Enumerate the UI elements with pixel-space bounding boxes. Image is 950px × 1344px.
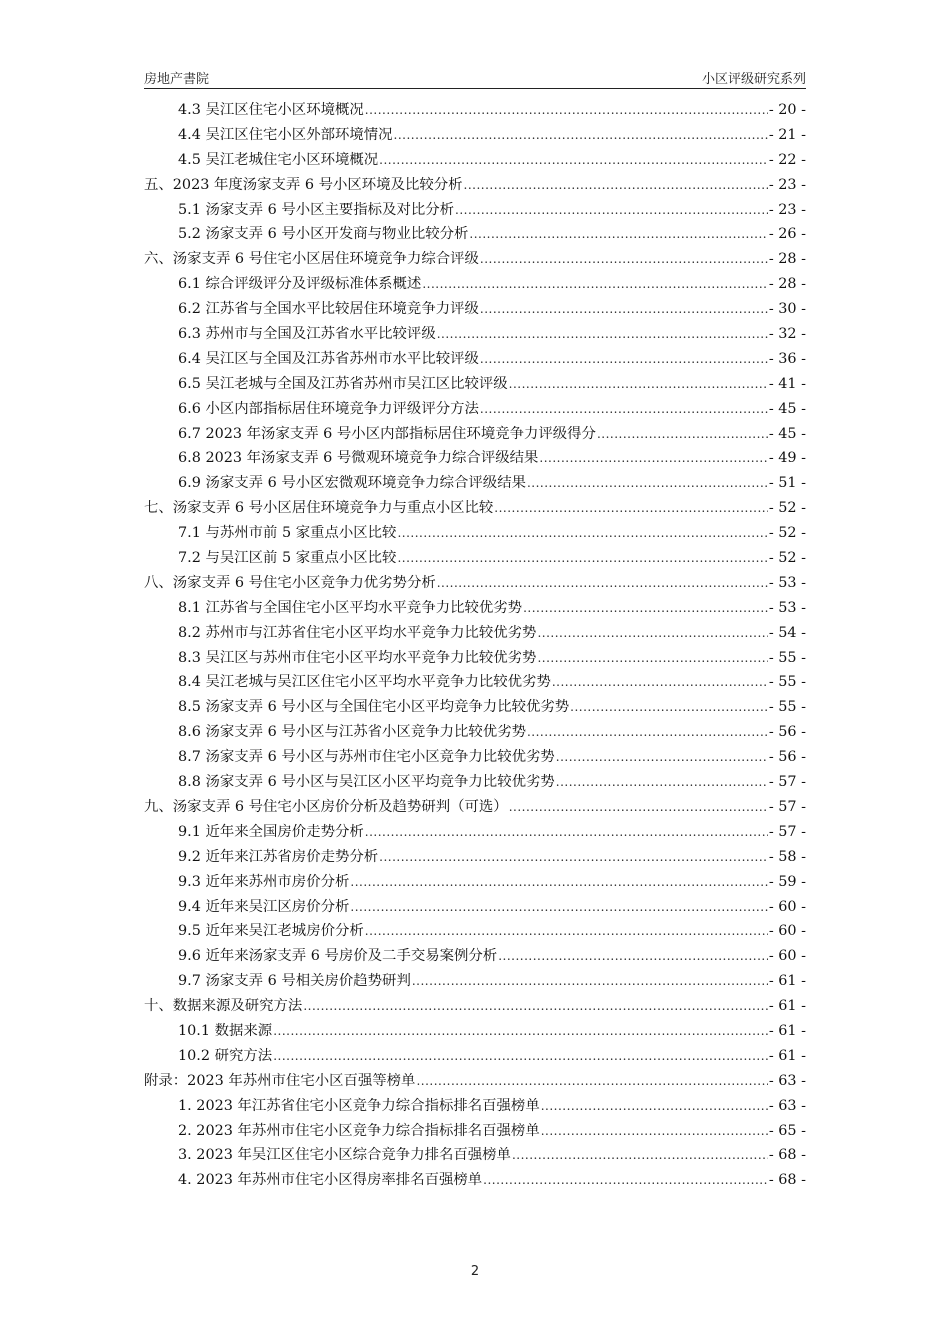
toc-section-entry[interactable] — [144, 770, 806, 795]
toc-section-entry[interactable] — [144, 870, 806, 895]
toc-entry-page: - 55 - — [768, 649, 806, 666]
toc-entry-page: - 53 - — [768, 599, 806, 616]
toc-entry-title: 5.2 汤家支弄 6 号小区开发商与物业比较分析 — [178, 226, 469, 243]
toc-entry-title: 8.3 吴江区与苏州市住宅小区平均水平竞争力比较优劣势 — [178, 649, 537, 666]
toc-entry-title: 六、汤家支弄 6 号住宅小区居住环境竞争力综合评级 — [144, 251, 479, 268]
toc-entry-page: - 55 - — [768, 699, 806, 716]
toc-entry-page: - 57 - — [768, 774, 806, 791]
toc-dot-leader — [397, 521, 767, 546]
toc-section-entry[interactable] — [144, 1044, 806, 1069]
toc-entry-page: - 23 - — [768, 201, 806, 218]
toc-entry-page: - 41 - — [768, 375, 806, 392]
toc-chapter-entry[interactable] — [144, 173, 806, 198]
toc-dot-leader — [397, 546, 767, 571]
toc-entry-title: 九、汤家支弄 6 号住宅小区房价分析及趋势研判（可选） — [144, 798, 508, 815]
toc-section-entry[interactable] — [144, 720, 806, 745]
toc-entry-page: - 20 - — [768, 102, 806, 118]
toc-entry-page: - 22 - — [768, 151, 806, 168]
toc-entry-page: - 61 - — [768, 998, 806, 1015]
toc-entry-title: 4. 2023 年苏州市住宅小区得房率排名百强榜单 — [178, 1172, 483, 1189]
toc-section-entry[interactable] — [144, 1019, 806, 1044]
toc-entry-page: - 23 - — [768, 176, 806, 193]
toc-entry-page: - 60 - — [768, 923, 806, 940]
header-publisher: 房地产書院 — [144, 72, 210, 87]
toc-section-entry[interactable] — [144, 322, 806, 347]
toc-section-entry[interactable] — [144, 198, 806, 223]
toc-entry-title: 8.1 江苏省与全国住宅小区平均水平竞争力比较优劣势 — [178, 599, 523, 616]
toc-entry-page: - 52 - — [768, 550, 806, 567]
toc-section-entry[interactable] — [144, 646, 806, 671]
toc-chapter-entry[interactable] — [144, 795, 806, 820]
toc-section-entry[interactable] — [144, 397, 806, 422]
toc-entry-page: - 59 - — [768, 873, 806, 890]
toc-section-entry[interactable] — [144, 98, 806, 123]
toc-entry-page: - 52 - — [768, 525, 806, 542]
toc-entry-page: - 45 - — [768, 425, 806, 442]
page-number: 2 — [470, 1264, 480, 1279]
toc-dot-leader — [537, 621, 767, 646]
toc-entry-title: 8.7 汤家支弄 6 号小区与苏州市住宅小区竞争力比较优劣势 — [178, 749, 555, 766]
toc-entry-page: - 68 - — [768, 1147, 806, 1164]
toc-section-entry[interactable] — [144, 969, 806, 994]
toc-entry-page: - 61 - — [768, 1047, 806, 1064]
toc-dot-leader — [437, 322, 768, 347]
toc-dot-leader — [350, 870, 767, 895]
toc-entry-title: 2. 2023 年苏州市住宅小区竞争力综合指标排名百强榜单 — [178, 1122, 540, 1139]
toc-section-entry[interactable] — [144, 521, 806, 546]
toc-entry-title: 3. 2023 年吴江区住宅小区综合竞争力排名百强榜单 — [178, 1147, 511, 1164]
toc-entry-page: - 32 - — [768, 326, 806, 343]
toc-dot-leader — [480, 397, 768, 422]
toc-dot-leader — [539, 446, 767, 471]
toc-dot-leader — [483, 1168, 768, 1193]
toc-dot-leader — [365, 98, 768, 123]
toc-section-entry[interactable] — [144, 596, 806, 621]
toc-entry-page: - 28 - — [768, 276, 806, 293]
toc-dot-leader — [303, 994, 768, 1019]
toc-entry-title: 6.3 苏州市与全国及江苏省水平比较评级 — [178, 326, 436, 343]
toc-section-entry[interactable] — [144, 944, 806, 969]
toc-section-entry[interactable] — [144, 222, 806, 247]
toc-entry-title: 10.2 研究方法 — [178, 1047, 273, 1064]
toc-entry-page: - 58 - — [768, 848, 806, 865]
toc-dot-leader — [494, 496, 768, 521]
toc-entry-page: - 45 - — [768, 400, 806, 417]
toc-entry-title: 9.3 近年来苏州市房价分析 — [178, 873, 350, 890]
toc-chapter-entry[interactable] — [144, 247, 806, 272]
table-of-contents — [144, 98, 806, 1193]
toc-entry-page: - 61 - — [768, 1022, 806, 1039]
toc-dot-leader — [552, 670, 768, 695]
toc-section-entry[interactable] — [144, 919, 806, 944]
toc-section-entry[interactable] — [144, 347, 806, 372]
toc-entry-title: 八、汤家支弄 6 号住宅小区竞争力优劣势分析 — [144, 574, 436, 591]
toc-entry-title: 6.5 吴江老城与全国及江苏省苏州市吴江区比较评级 — [178, 375, 508, 392]
toc-entry-title: 6.6 小区内部指标居住环境竞争力评级评分方法 — [178, 400, 479, 417]
toc-dot-leader — [541, 1094, 768, 1119]
toc-section-entry[interactable] — [144, 1168, 806, 1193]
toc-entry-title: 8.5 汤家支弄 6 号小区与全国住宅小区平均竞争力比较优劣势 — [178, 699, 570, 716]
toc-dot-leader — [537, 646, 767, 671]
toc-section-entry[interactable] — [144, 670, 806, 695]
toc-section-entry[interactable] — [144, 845, 806, 870]
toc-dot-leader — [480, 247, 768, 272]
toc-entry-title: 6.2 江苏省与全国水平比较居住环境竞争力评级 — [178, 301, 479, 318]
toc-dot-leader — [509, 372, 768, 397]
toc-dot-leader — [512, 1143, 768, 1168]
toc-dot-leader — [509, 795, 768, 820]
toc-section-entry[interactable] — [144, 422, 806, 447]
toc-section-entry[interactable] — [144, 621, 806, 646]
toc-dot-leader — [480, 297, 768, 322]
toc-entry-page: - 21 - — [768, 126, 806, 143]
toc-entry-page: - 63 - — [768, 1097, 806, 1114]
toc-entry-title: 十、数据来源及研究方法 — [144, 998, 303, 1015]
toc-section-entry[interactable] — [144, 471, 806, 496]
toc-entry-page: - 63 - — [768, 1072, 806, 1089]
toc-section-entry[interactable] — [144, 820, 806, 845]
toc-dot-leader — [379, 148, 768, 173]
toc-section-entry[interactable] — [144, 1119, 806, 1144]
toc-entry-title: 9.7 汤家支弄 6 号相关房价趋势研判 — [178, 973, 411, 990]
toc-dot-leader — [527, 720, 768, 745]
header-series-title: 小区评级研究系列 — [701, 72, 806, 87]
toc-dot-leader — [527, 471, 768, 496]
toc-dot-leader — [273, 1044, 768, 1069]
toc-entry-page: - 56 - — [768, 749, 806, 766]
toc-entry-page: - 57 - — [768, 823, 806, 840]
toc-entry-title: 7.2 与吴江区前 5 家重点小区比较 — [178, 550, 397, 567]
toc-entry-title: 4.5 吴江老城住宅小区环境概况 — [178, 151, 379, 168]
toc-dot-leader — [379, 845, 768, 870]
toc-entry-title: 5.1 汤家支弄 6 号小区主要指标及对比分析 — [178, 201, 455, 218]
toc-dot-leader — [480, 347, 768, 372]
toc-entry-page: - 52 - — [768, 500, 806, 517]
toc-entry-title: 9.6 近年来汤家支弄 6 号房价及二手交易案例分析 — [178, 948, 498, 965]
toc-section-entry[interactable] — [144, 1094, 806, 1119]
toc-entry-page: - 26 - — [768, 226, 806, 243]
toc-dot-leader — [365, 919, 768, 944]
toc-dot-leader — [416, 1069, 767, 1094]
toc-section-entry[interactable] — [144, 695, 806, 720]
toc-entry-title: 8.2 苏州市与江苏省住宅小区平均水平竞争力比较优劣势 — [178, 624, 537, 641]
toc-entry-page: - 55 - — [768, 674, 806, 691]
toc-dot-leader — [455, 198, 768, 223]
toc-entry-page: - 60 - — [768, 898, 806, 915]
toc-entry-title: 6.4 吴江区与全国及江苏省苏州市水平比较评级 — [178, 350, 479, 367]
toc-entry-title: 9.1 近年来全国房价走势分析 — [178, 823, 364, 840]
toc-entry-title: 4.4 吴江区住宅小区外部环境情况 — [178, 126, 393, 143]
toc-entry-title: 6.9 汤家支弄 6 号小区宏微观环境竞争力综合评级结果 — [178, 475, 526, 492]
toc-entry-title: 6.8 2023 年汤家支弄 6 号微观环境竞争力综合评级结果 — [178, 450, 539, 467]
toc-section-entry[interactable] — [144, 546, 806, 571]
toc-chapter-entry[interactable] — [144, 1069, 806, 1094]
toc-entry-page: - 49 - — [768, 450, 806, 467]
toc-entry-title: 五、2023 年度汤家支弄 6 号小区环境及比较分析 — [144, 176, 463, 193]
toc-dot-leader — [350, 895, 767, 920]
page-header — [144, 66, 806, 89]
toc-dot-leader — [273, 1019, 768, 1044]
toc-entry-title: 6.1 综合评级评分及评级标准体系概述 — [178, 276, 422, 293]
toc-dot-leader — [570, 695, 768, 720]
toc-section-entry[interactable] — [144, 446, 806, 471]
toc-entry-page: - 57 - — [768, 798, 806, 815]
toc-dot-leader — [597, 422, 768, 447]
toc-entry-title: 9.5 近年来吴江老城房价分析 — [178, 923, 364, 940]
toc-chapter-entry[interactable] — [144, 571, 806, 596]
toc-entry-title: 9.2 近年来江苏省房价走势分析 — [178, 848, 379, 865]
toc-entry-page: - 53 - — [768, 574, 806, 591]
toc-dot-leader — [394, 123, 768, 148]
toc-section-entry[interactable] — [144, 895, 806, 920]
toc-entry-title: 4.3 吴江区住宅小区环境概况 — [178, 102, 364, 118]
toc-dot-leader — [498, 944, 768, 969]
toc-entry-page: - 60 - — [768, 948, 806, 965]
toc-entry-page: - 30 - — [768, 301, 806, 318]
toc-dot-leader — [412, 969, 768, 994]
toc-dot-leader — [523, 596, 768, 621]
toc-entry-title: 7.1 与苏州市前 5 家重点小区比较 — [178, 525, 397, 542]
toc-entry-page: - 28 - — [768, 251, 806, 268]
toc-entry-title: 附录：2023 年苏州市住宅小区百强等榜单 — [144, 1072, 416, 1089]
toc-entry-page: - 54 - — [768, 624, 806, 641]
toc-section-entry[interactable] — [144, 1143, 806, 1168]
toc-dot-leader — [365, 820, 768, 845]
toc-section-entry[interactable] — [144, 123, 806, 148]
toc-dot-leader — [469, 222, 767, 247]
toc-entry-page: - 51 - — [768, 475, 806, 492]
toc-dot-leader — [464, 173, 768, 198]
toc-chapter-entry[interactable] — [144, 994, 806, 1019]
toc-entry-page: - 36 - — [768, 350, 806, 367]
toc-dot-leader — [541, 1119, 768, 1144]
toc-entry-title: 9.4 近年来吴江区房价分析 — [178, 898, 350, 915]
toc-entry-page: - 61 - — [768, 973, 806, 990]
toc-dot-leader — [437, 571, 768, 596]
toc-entry-title: 8.4 吴江老城与吴江区住宅小区平均水平竞争力比较优劣势 — [178, 674, 551, 691]
toc-section-entry[interactable] — [144, 297, 806, 322]
toc-entry-title: 10.1 数据来源 — [178, 1022, 273, 1039]
toc-dot-leader — [556, 770, 768, 795]
toc-entry-title: 1. 2023 年江苏省住宅小区竞争力综合指标排名百强榜单 — [178, 1097, 540, 1114]
toc-section-entry[interactable] — [144, 272, 806, 297]
toc-chapter-entry[interactable] — [144, 496, 806, 521]
toc-section-entry[interactable] — [144, 372, 806, 397]
toc-entry-title: 8.6 汤家支弄 6 号小区与江苏省小区竞争力比较优劣势 — [178, 724, 526, 741]
toc-dot-leader — [422, 272, 767, 297]
toc-section-entry[interactable] — [144, 148, 806, 173]
toc-entry-title: 8.8 汤家支弄 6 号小区与吴江区小区平均竞争力比较优劣势 — [178, 774, 555, 791]
toc-entry-title: 6.7 2023 年汤家支弄 6 号小区内部指标居住环境竞争力评级得分 — [178, 425, 596, 442]
toc-entry-page: - 65 - — [768, 1122, 806, 1139]
toc-entry-title: 七、汤家支弄 6 号小区居住环境竞争力与重点小区比较 — [144, 500, 494, 517]
toc-section-entry[interactable] — [144, 745, 806, 770]
toc-entry-page: - 68 - — [768, 1172, 806, 1189]
toc-dot-leader — [556, 745, 768, 770]
toc-entry-page: - 56 - — [768, 724, 806, 741]
